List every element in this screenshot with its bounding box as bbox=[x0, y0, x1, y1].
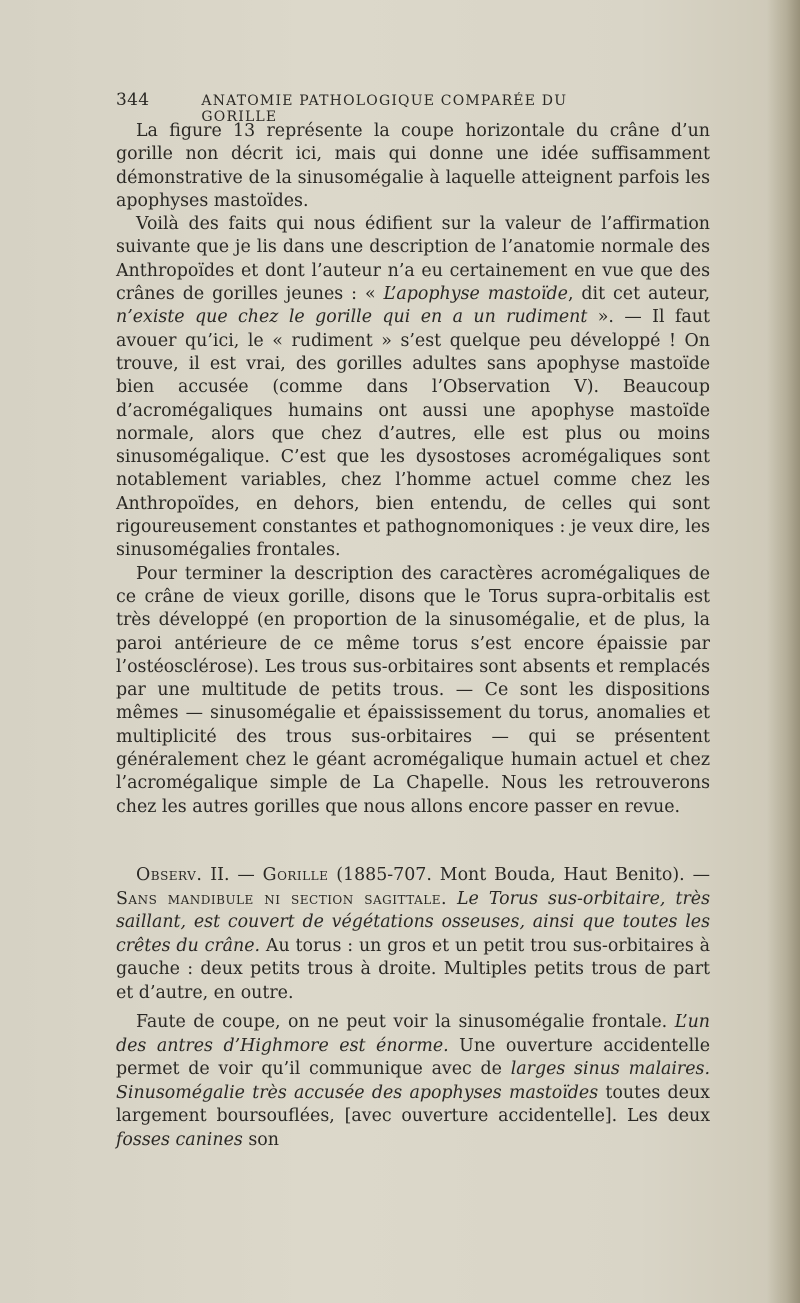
quote-italic-1: L’apophyse mastoïde bbox=[383, 284, 568, 305]
observation-italic-desc: Le Torus sus-orbitaire, très saillant, est couvert de végétations osseuses, ainsi que toutes les crêtes du crâne. bbox=[116, 888, 710, 956]
paragraph-1: La figure 13 représente la coupe horizontale du crâne d’un gorille non décrit ici, mais qui donne une idée suffisamment démonstrative de la sinusomégalie à laquelle atteignent parfois les apophyses mastoïdes. bbox=[116, 121, 710, 211]
quote-italic-2: n’existe que chez le gorille qui en a un rudiment bbox=[116, 307, 588, 328]
observation-rest: Au torus : un gros et un petit trou sus-orbitaires à gauche : deux petits trous à droite. Multiples petits trous de part et d’autre, en outre. bbox=[116, 935, 710, 1003]
obs2-italic-d: larges sinus malaires. Sinusomégalie très accusée des apophyses mastoïdes bbox=[116, 1059, 710, 1103]
observation-ident: (1885-707. Mont Bouda, Haut Benito). — bbox=[328, 865, 710, 885]
observation-subject: Gorille bbox=[262, 865, 329, 885]
obs2-text-a: Faute de coupe, on ne peut voir la sinusomégalie frontale. bbox=[136, 1012, 675, 1032]
obs2-italic-f: fosses canines bbox=[116, 1129, 243, 1150]
paragraph-3: Pour terminer la description des caractères acromégaliques de ce crâne de vieux gorille, disons que le Torus supra-orbitalis est très développé (en proportion de la sinusomégalie, et de plus, la paroi antérieure de ce même torus s’est encore épaissie par l’ostéosclérose). Les trous sus-orbitaires sont absents et remplacés par une multitude de petits trous. — Ce sont les dispositions mêmes — sinusomégalie et épaississement du torus, anomalies et multiplicité des trous sus-orbitaires — qui se présentent généralement chez le géant acromégalique humain actuel et chez l’acromégalique simple de La Chapelle. Nous les retrouverons chez les autres gorilles que nous allons encore passer en revue. bbox=[116, 563, 710, 817]
obs2-text-g: son bbox=[242, 1129, 279, 1150]
obs2-text-c: Une ouverture accidentelle permet de voir qu’il communique avec de bbox=[116, 1035, 711, 1079]
observation-number: II. — bbox=[202, 865, 263, 885]
observation-paragraph-2 bbox=[116, 1011, 710, 1152]
main-text bbox=[116, 120, 710, 819]
paragraph-2-text-a: Voilà des faits qui nous édifient sur la valeur de l’affirmation suivante que je lis dans une description de l’anatomie normale des Anthropoïdes et dont l’auteur n’a eu certainement en vue que des crânes de gorilles jeunes : « bbox=[116, 214, 710, 305]
running-title: ANATOMIE PATHOLOGIQUE COMPARÉE DU GORILLE bbox=[201, 93, 568, 125]
observation-specimen-note: Sans mandibule ni section sagittale. bbox=[116, 888, 447, 909]
obs2-italic-b: L’un des antres d’Highmore est énorme. bbox=[116, 1012, 710, 1056]
paragraph-2 bbox=[116, 213, 710, 562]
observation-paragraph-1 bbox=[116, 864, 710, 1005]
obs2-text-e: toutes deux largement boursouflées, [avec ouverture accidentelle]. Les deux bbox=[116, 1082, 710, 1126]
paragraph-2-text-c: ». — Il faut avouer qu’ici, le « rudiment » s’est quelque peu développé ! On trouve, il est vrai, des gorilles adultes sans apophyse mastoïde bien accusée (comme dans l’Observation V). Beaucoup d’acromégaliques humains ont aussi une apophyse mastoïde normale, alors que chez d’autres, elle est plus ou moins sinusomégalique. C’est que les dysostoses acromégaliques sont notablement variables, chez l’homme actuel comme chez les Anthropoïdes, en dehors, bien entendu, de celles qui sont rigoureusement constantes et pathognomoniques : je veux dire, les sinusomégalies frontales. bbox=[116, 307, 710, 561]
paragraph-2-text-b: , dit cet auteur, bbox=[567, 284, 710, 305]
observation-label: Observ. bbox=[136, 865, 203, 885]
page-number: 344 bbox=[116, 90, 150, 110]
page-edge-shadow bbox=[766, 0, 800, 1303]
observation-section bbox=[116, 864, 710, 1152]
